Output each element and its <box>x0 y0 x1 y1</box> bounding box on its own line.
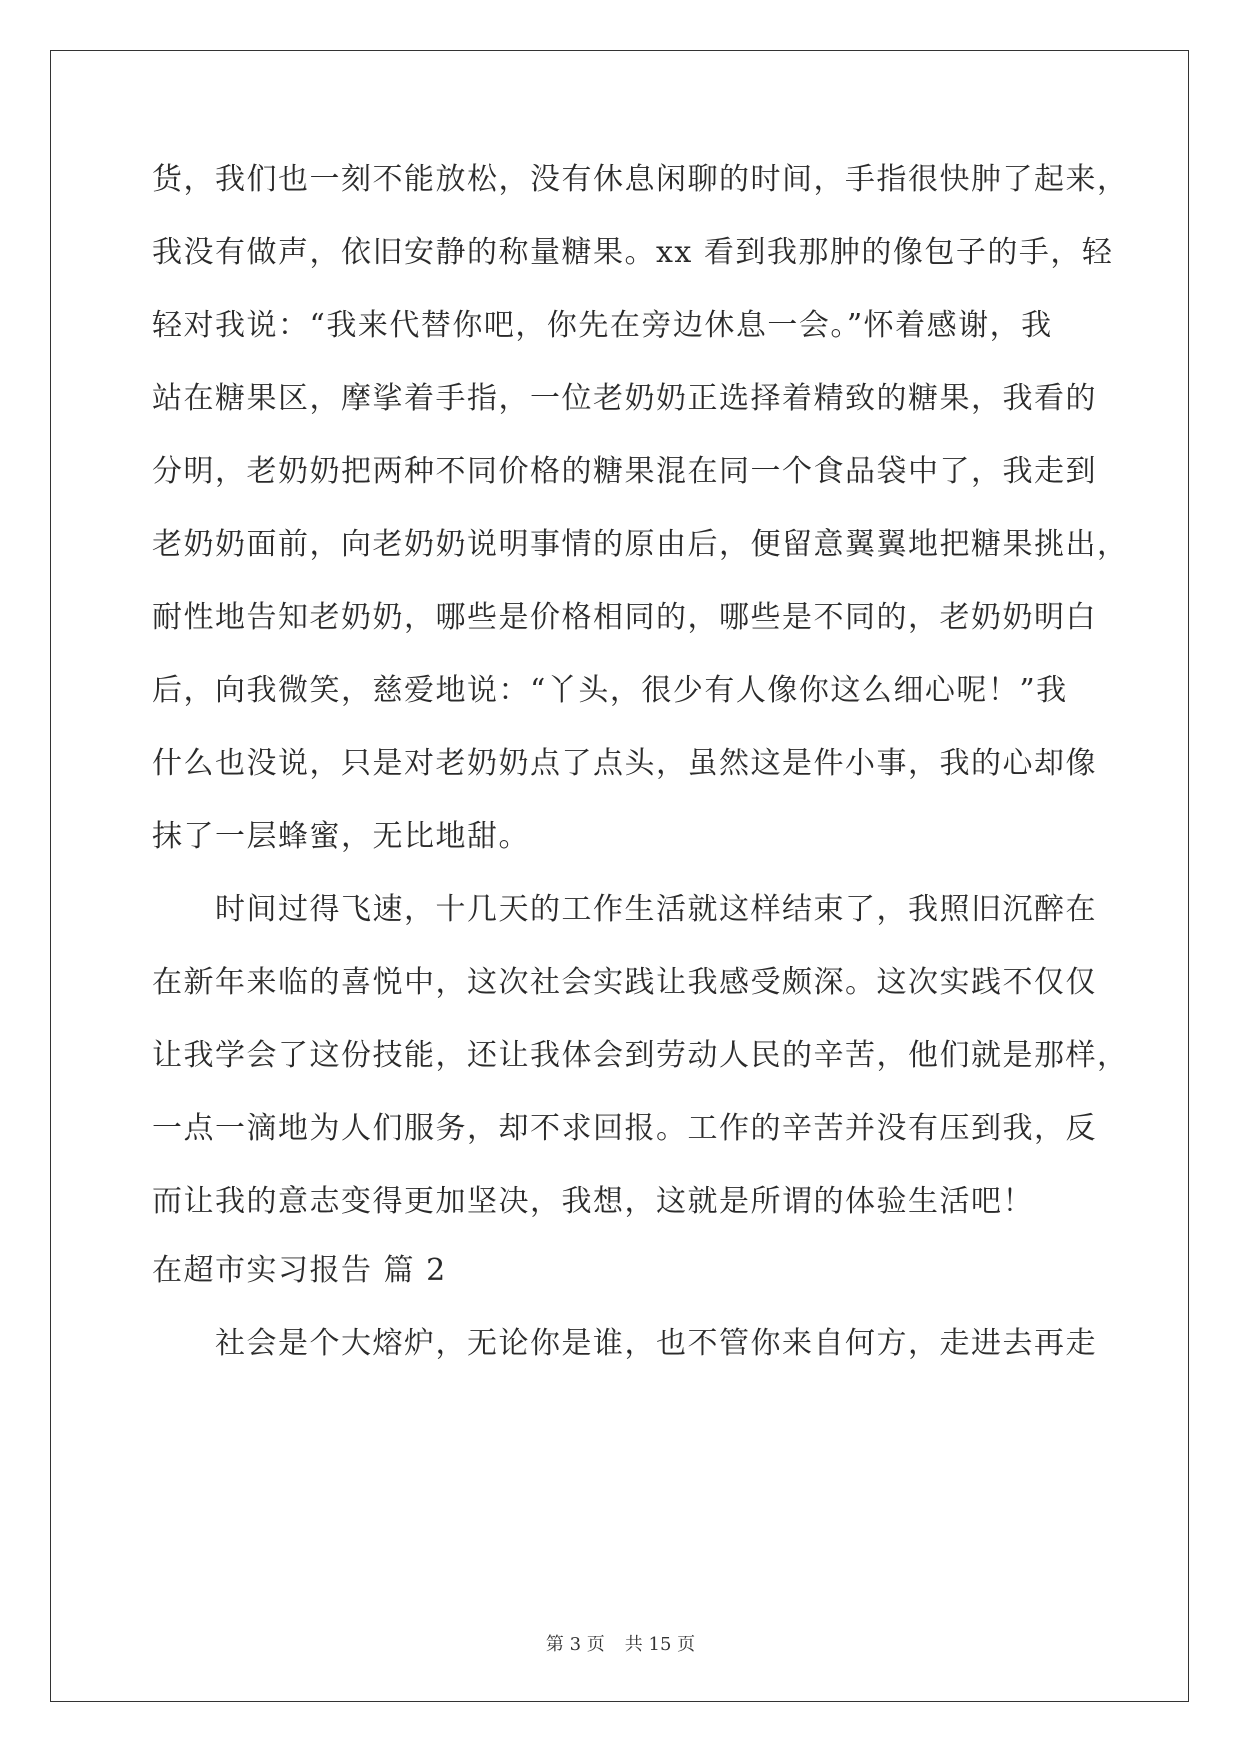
paragraph-line: 在新年来临的喜悦中，这次社会实践让我感受颇深。这次实践不仅仅 <box>152 965 1097 1000</box>
paragraph-line: 货，我们也一刻不能放松，没有休息闲聊的时间，手指很快肿了起来， <box>152 162 1129 197</box>
paragraph-line: 一点一滴地为人们服务，却不求回报。工作的辛苦并没有压到我，反 <box>152 1111 1097 1146</box>
page-border <box>50 50 1189 1702</box>
paragraph-line: 我没有做声，依旧安静的称量糖果。xx 看到我那肿的像包子的手，轻 <box>152 235 1114 270</box>
paragraph-line: 轻对我说：“我来代替你吧，你先在旁边休息一会。”怀着感谢，我 <box>152 308 1053 343</box>
paragraph-line: 后，向我微笑，慈爱地说：“丫头，很少有人像你这么细心呢！”我 <box>152 673 1068 708</box>
paragraph-line: 让我学会了这份技能，还让我体会到劳动人民的辛苦，他们就是那样， <box>152 1038 1129 1073</box>
page-total: 共 15 页 <box>624 1634 696 1655</box>
paragraph-line: 老奶奶面前，向老奶奶说明事情的原由后，便留意翼翼地把糖果挑出， <box>152 527 1129 562</box>
paragraph-line: 抹了一层蜂蜜，无比地甜。 <box>152 819 530 854</box>
section-heading: 在超市实习报告 篇 2 <box>152 1253 447 1288</box>
paragraph-line: 而让我的意志变得更加坚决，我想，这就是所谓的体验生活吧！ <box>152 1184 1034 1219</box>
page-number: 第 3 页 <box>545 1634 605 1655</box>
paragraph-line: 时间过得飞速，十几天的工作生活就这样结束了，我照旧沉醉在 <box>215 892 1097 927</box>
paragraph-line: 站在糖果区，摩挲着手指，一位老奶奶正选择着精致的糖果，我看的 <box>152 381 1097 416</box>
paragraph-line: 社会是个大熔炉，无论你是谁，也不管你来自何方，走进去再走 <box>215 1326 1097 1361</box>
paragraph-line: 什么也没说，只是对老奶奶点了点头，虽然这是件小事，我的心却像 <box>152 746 1097 781</box>
paragraph-line: 分明，老奶奶把两种不同价格的糖果混在同一个食品袋中了，我走到 <box>152 454 1097 489</box>
paragraph-line: 耐性地告知老奶奶，哪些是价格相同的，哪些是不同的，老奶奶明白 <box>152 600 1097 635</box>
page-footer <box>0 1634 1241 1656</box>
